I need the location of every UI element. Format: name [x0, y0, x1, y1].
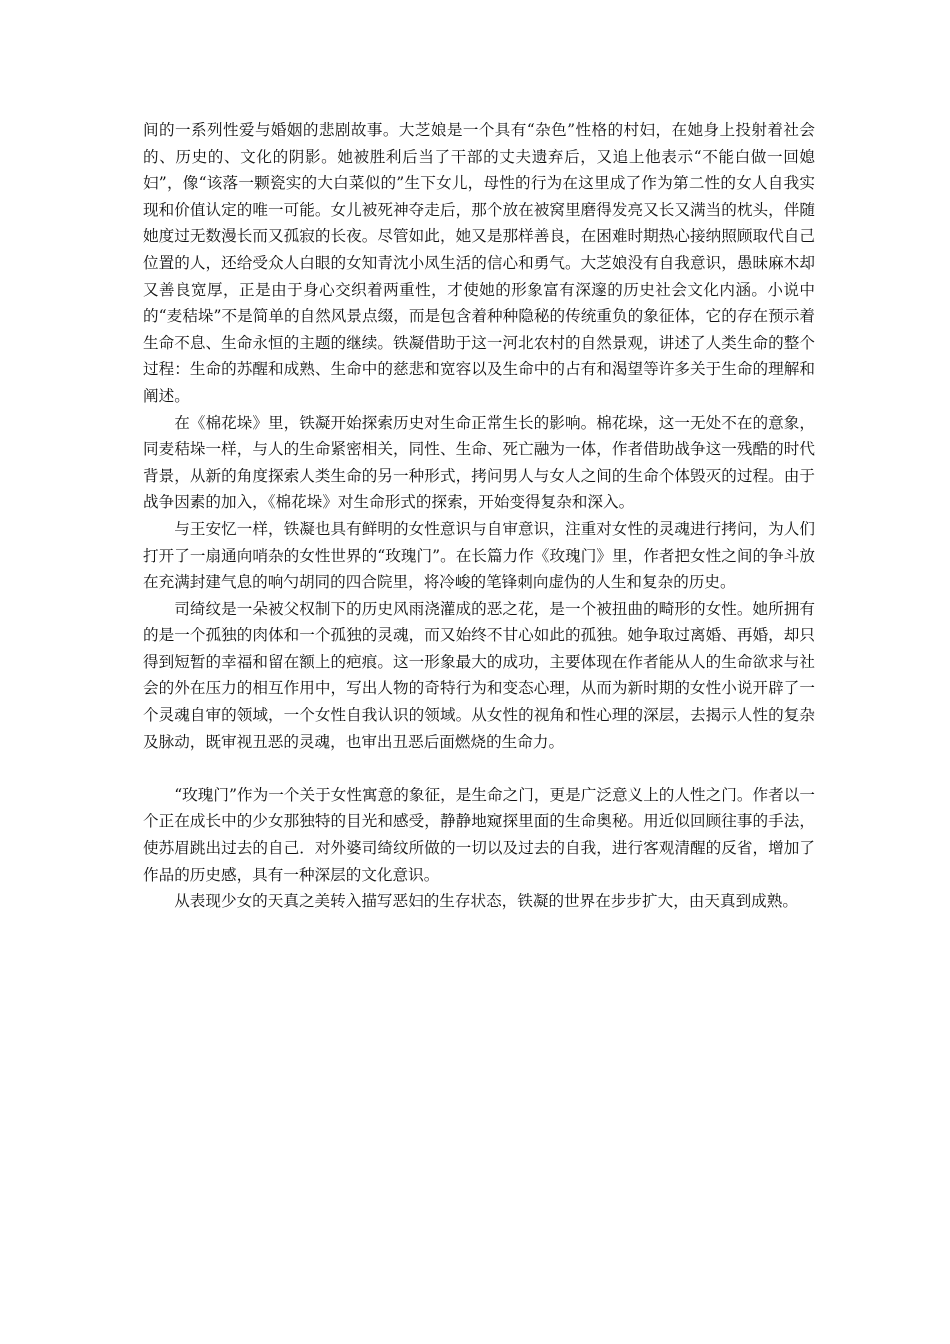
paragraph-si-qiwen: 司绮纹是一朵被父权制下的历史风雨浇灌成的恶之花，是一个被扭曲的畸形的女性。她所拥有的是一个孤独的肉体和一个孤独的灵魂，而又始终不甘心如此的孤独。她争取过离婚、再婚，却只得到短暂的幸福和留在额上的疤痕。这一形象最大的成功，主要体现在作者能从人的生命欲求与社会的外在压力的相互作用中，写出人物的奇特行为和变态心理，从而为新时期的女性小说开辟了一个灵魂自审的领域，一个女性自我认识的领域。从女性的视角和性心理的深层，去揭示人性的复杂及脉动，既审视丑恶的灵魂，也审出丑恶后面燃烧的生命力。: [143, 599, 815, 751]
paragraph-conclusion: 从表现少女的天真之美转入描写恶妇的生存状态，铁凝的世界在步步扩大，由天真到成熟。: [174, 892, 798, 911]
paragraph-rose-gate-symbol: “玫瑰门”作为一个关于女性寓意的象征，是生命之门，更是广泛意义上的人性之门。作者以一个正在成长中的少女那独特的目光和感受，静静地窥探里面的生命奥秘。用近似回顾往事的手法，使苏眉跳出过去的自己．对外婆司绮纹所做的一切以及过去的自我，进行客观清醒的反省，增加了作品的历史感，具有一种深层的文化意识。: [143, 785, 815, 884]
body-text: [143, 117, 815, 915]
paragraph-continuation: 间的一系列性爱与婚姻的悲剧故事。大芝娘是一个具有“杂色”性格的村妇，在她身上投射着社会的、历史的、文化的阴影。她被胜利后当了干部的丈夫遗弃后，又追上他表示“不能白做一回媳妇”，像“该落一颗瓷实的大白菜似的”生下女儿，母性的行为在这里成了作为第二性的女人自我实现和价值认定的唯一可能。女儿被死神夺走后，那个放在被窝里磨得发亮又长又满当的枕头，伴随她度过无数漫长而又孤寂的长夜。尽管如此，她又是那样善良，在困难时期热心接纳照顾取代自己位置的人，还给受众人白眼的女知青沈小凤生活的信心和勇气。大芝娘没有自我意识，愚昧麻木却又善良宽厚，正是由于身心交织着两重性，才使她的形象富有深邃的历史社会文化内涵。小说中的“麦秸垛”不是简单的自然风景点缀，而是包含着种种隐秘的传统重负的象征体，它的存在预示着生命不息、生命永恒的主题的继续。铁凝借助于这一河北农村的自然景观，讲述了人类生命的整个过程：生命的苏醒和成熟、生命中的慈悲和宽容以及生命中的占有和渴望等许多关于生命的理解和阐述。: [143, 121, 815, 405]
paragraph-cotton-stack: 在《棉花垛》里，铁凝开始探索历史对生命正常生长的影响。棉花垛，这一无处不在的意象，同麦秸垛一样，与人的生命紧密相关，同性、生命、死亡融为一体，作者借助战争这一残酷的时代背景，从新的角度探索人类生命的另一种形式，拷问男人与女人之间的生命个体毁灭的过程。由于战争因素的加入，《棉花垛》对生命形式的探索，开始变得复杂和深入。: [143, 413, 815, 512]
paragraph-rose-gate-intro: 与王安忆一样，铁凝也具有鲜明的女性意识与自审意识，注重对女性的灵魂进行拷问，为人们打开了一扇通向哨杂的女性世界的“玫瑰门”。在长篇力作《玫瑰门》里，作者把女性之间的争斗放在充满封建气息的响勺胡同的四合院里，将冷峻的笔锋刺向虚伪的人生和复杂的历史。: [143, 519, 815, 592]
